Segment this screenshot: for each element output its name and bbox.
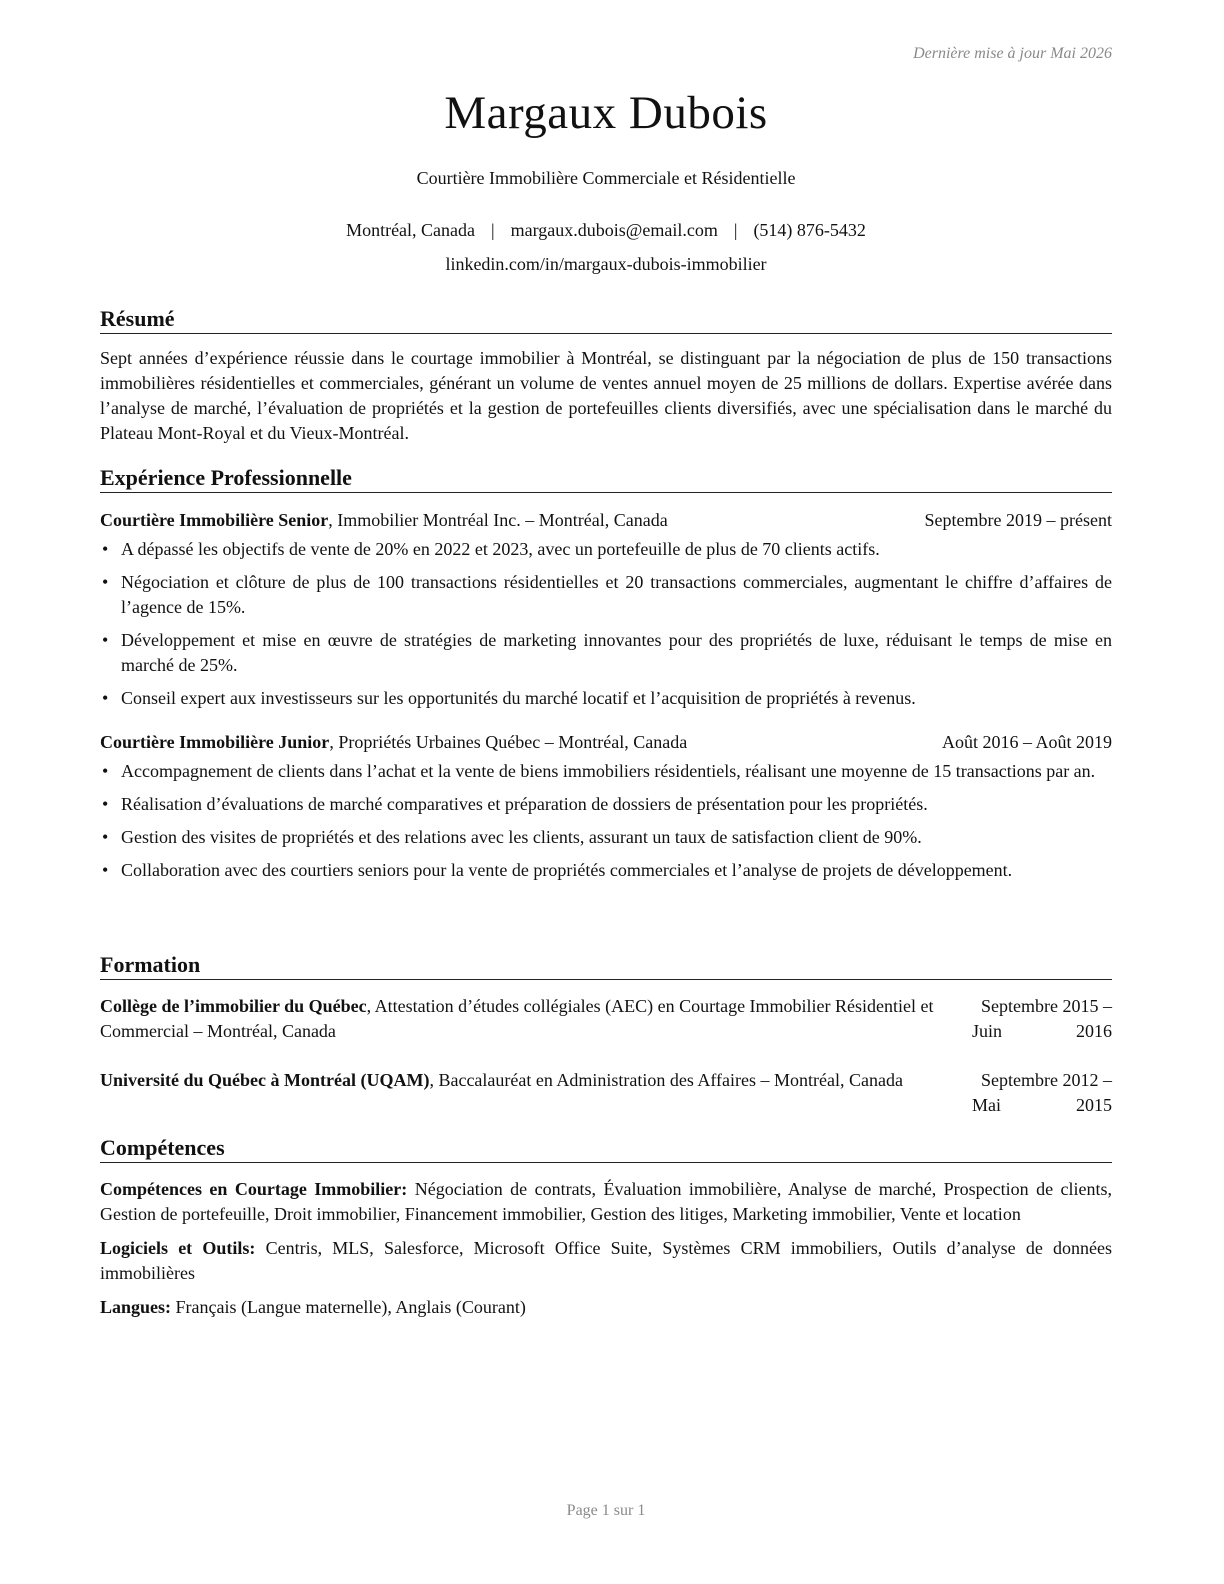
location: Montréal, Canada [346,220,476,240]
candidate-title: Courtière Immobilière Commerciale et Résidentielle [416,168,796,188]
skill-value: Français (Langue maternelle), Anglais (Courant) [171,1297,526,1317]
education-entry [100,1068,1112,1118]
job-entry [100,508,1112,711]
education-school: Collège de l’immobilier du Québec [100,996,367,1016]
job-bullets [100,759,1112,883]
job-bullet: • Collaboration avec des courtiers seniors pour la vente de propriétés commerciales et l’analyse de projets de développement. [100,858,1112,883]
job-entry [100,730,1112,883]
education-details: , Attestation d’études collégiales (AEC) en Courtage Immobilier Résidentiel et Commercial – Montréal, Canada [100,996,934,1041]
page-number: Page 1 sur 1 [566,1502,646,1519]
section-title-summary: Résumé [100,306,1112,334]
last-updated-note: Dernière mise à jour Mai 2026 [913,45,1112,62]
contact-line [100,220,1112,241]
candidate-name: Margaux Dubois [444,87,768,139]
education-entry [100,994,1112,1044]
summary-section [100,306,1112,446]
education-section [100,952,1112,1118]
separator: | [491,220,495,240]
job-bullets [100,537,1112,711]
skill-group [100,1177,1112,1227]
skill-label: Logiciels et Outils: [100,1238,256,1258]
job-bullet: • Négociation et clôture de plus de 100 transactions résidentielles et 20 transactions commerciales, augmentant le chiffre d’affaires de l’agence de 15%. [100,570,1112,620]
experience-section [100,465,1112,891]
skill-label: Compétences en Courtage Immobilier: [100,1179,408,1199]
job-dates: Août 2016 – Août 2019 [941,732,1112,752]
section-title-education: Formation [100,952,1112,980]
job-company: , Propriétés Urbaines Québec – Montréal, Canada [329,732,688,752]
job-role: Courtière Immobilière Senior [100,510,329,530]
job-bullet: • Accompagnement de clients dans l’achat et la vente de biens immobiliers résidentiels, réalisant une moyenne de 15 transactions par an. [100,759,1112,784]
skill-value: Centris, MLS, Salesforce, Microsoft Office Suite, Systèmes CRM immobiliers, Outils d’analyse de données immobilières [100,1238,1113,1283]
skill-group [100,1236,1112,1286]
education-dates: Septembre 2012 – Mai 2015 [972,1070,1112,1115]
phone: (514) 876-5432 [753,220,866,240]
section-title-skills: Compétences [100,1135,1112,1163]
section-title-experience: Expérience Professionnelle [100,465,1112,493]
summary-text: Sept années d’expérience réussie dans le courtage immobilier à Montréal, se distinguant par la négociation de plus de 150 transactions immobilières résidentielles et commerciales, générant un volume de ventes annuel moyen de 25 millions de dollars. Expertise avérée dans l’analyse de marché, l’évaluation de propriétés et la gestion de portefeuilles clients diversifiés, avec une spécialisation dans le marché du Plateau Mont-Royal et du Vieux-Montréal. [100,348,1112,443]
job-bullet: • A dépassé les objectifs de vente de 20% en 2022 et 2023, avec un portefeuille de plus de 70 clients actifs. [100,537,1112,562]
skill-value: Négociation de contrats, Évaluation immobilière, Analyse de marché, Prospection de clients, Gestion de portefeuille, Droit immobilier, Financement immobilier, Gestion des litiges, Marketing immobilier, Vente et location [100,1179,1112,1224]
education-details: , Baccalauréat en Administration des Affaires – Montréal, Canada [429,1070,903,1090]
job-dates: Septembre 2019 – présent [924,510,1112,530]
job-header [100,730,1112,755]
job-bullet: • Développement et mise en œuvre de stratégies de marketing innovantes pour des propriétés de luxe, réduisant le temps de mise en marché de 25%. [100,628,1112,678]
skill-group [100,1295,1112,1320]
job-bullet: • Réalisation d’évaluations de marché comparatives et préparation de dossiers de présentation pour les propriétés. [100,792,1112,817]
skills-section [100,1135,1112,1329]
separator: | [733,220,738,240]
email-link[interactable]: margaux.dubois@email.com [510,220,718,240]
job-bullet: • Conseil expert aux investisseurs sur les opportunités du marché locatif et l’acquisition de propriétés à revenus. [100,686,1112,711]
job-role: Courtière Immobilière Junior [100,732,330,752]
linkedin-link[interactable]: linkedin.com/in/margaux-dubois-immobilier [445,254,767,274]
job-bullet: • Gestion des visites de propriétés et des relations avec les clients, assurant un taux de satisfaction client de 90%. [100,825,1112,850]
job-company: , Immobilier Montréal Inc. – Montréal, Canada [328,510,668,530]
education-dates: Septembre 2015 – Juin 2016 [972,996,1112,1041]
skill-label: Langues: [100,1297,172,1317]
resume-page [100,0,1112,1584]
job-header [100,508,1112,533]
education-school: Université du Québec à Montréal (UQAM) [100,1070,430,1090]
